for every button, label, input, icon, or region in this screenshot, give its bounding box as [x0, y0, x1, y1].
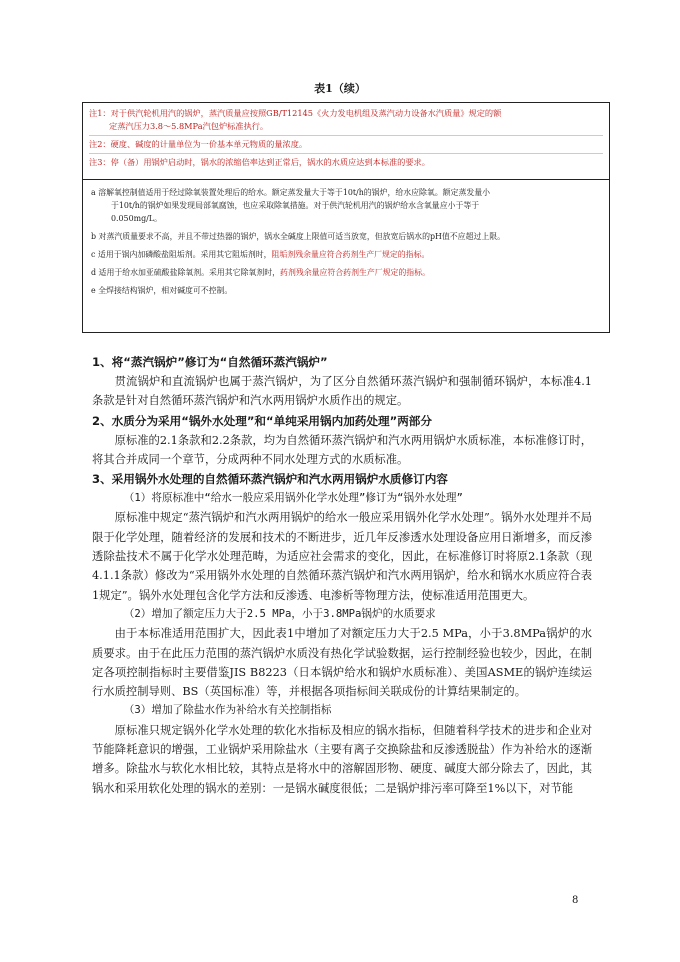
footnote-e: e 全焊接结构锅炉，相对碱度可不控制。 [91, 286, 233, 295]
table-notes [83, 103, 609, 180]
section-1-paragraph: 贯流锅炉和直流锅炉也属于蒸汽锅炉，为了区分自然循环蒸汽锅炉和强制循环锅炉，本标准4.1条款是针对自然循环蒸汽锅炉和汽水两用锅炉水质作出的规定。 [92, 375, 592, 408]
footnote-a-line-2: 于10t/h的锅炉如果发现局部氧腐蚀，也应采取除氧措施。对于供汽轮机用汽的锅炉给水含氧量应小于等于 [111, 201, 480, 210]
footnote-a-line-3: 0.050mg/L。 [111, 214, 162, 223]
subsection-3-2-paragraph: 由于本标准适用范围扩大，因此表1中增加了对额定压力大于2.5 MPa，小于3.8MPa锅炉的水质要求。由于在此压力范围的蒸汽锅炉水质没有热化学试验数据，运行控制经验也较少，因此，在制定各项控制指标时主要借鉴JIS B8223（日本锅炉给水和锅炉水质标准）、美国ASME的锅炉连续运行水质控制导则、BS（英国标准）等，并根据各项指标间关联成份的计算结果制定的。 [92, 627, 592, 699]
footnote-a-line-1: a 溶解氧控制值适用于经过除氧装置处理后的给水。额定蒸发量大于等于10t/h的锅炉，给水应除氧。额定蒸发量小 [91, 188, 491, 197]
table-footnotes [83, 180, 609, 297]
water-quality-table-continued [82, 102, 610, 333]
subsection-3-3-paragraph: 原标准只规定锅外化学水处理的软化水指标及相应的锅水指标，但随着科学技术的进步和企业对节能降耗意识的增强，工业锅炉采用除盐水（主要有离子交换除盐和反渗透脱盐）作为补给水的逐渐增多。除盐水与软化水相比较，其特点是将水中的溶解固形物、硬度、碱度大部分除去了，因此，其锅水和采用软化处理的锅水的差别：一是锅水碱度很低；二是锅炉排污率可降至1%以下，对节能 [92, 723, 592, 795]
section-3-heading: 3、采用锅外水处理的自然循环蒸汽锅炉和汽水两用锅炉水质修订内容 [92, 472, 448, 487]
footnote-c [91, 248, 603, 261]
subsection-3-1-paragraph: 原标准中规定“蒸汽锅炉和汽水两用锅炉的给水一般应采用锅外化学水处理”。锅外水处理并不局限于化学处理，随着经济的发展和技术的不断进步，近几年反渗透水处理设备应用日渐增多，而反渗透除盐技术不属于化学水处理范畴，为适应社会需求的变化，因此，在标准修订时将原2.1条款（现4.1.1条款）修改为“采用锅外水处理的自然循环蒸汽锅炉和汽水两用锅炉，给水和锅水水质应符合表1规定”。锅外水处理包含化学方法和反渗透、电渗析等物理方法，使标准适用范围更大。 [92, 511, 592, 602]
section-2-heading: 2、水质分为采用“锅外水处理”和“单纯采用锅内加药处理”两部分 [92, 413, 432, 428]
note-divider [89, 135, 603, 136]
note-3: 注3：停（备）用锅炉启动时，锅水的浓缩倍率达到正常后，锅水的水质应达到本标准的要求。 [89, 157, 430, 167]
note-1-line-1: 注1：对于供汽轮机用汽的锅炉，蒸汽质量应按照GB/T12145《火力发电机组及蒸汽动力设备水汽质量》规定的额 [89, 108, 502, 118]
page-number: 8 [572, 895, 579, 906]
subsection-3-1-title: （1）将原标准中“给水一般应采用锅外化学水处理”修订为“锅外水处理” [123, 492, 463, 505]
footnote-c-text: c 适用于锅内加磷酸盐阻垢剂。采用其它阻垢剂时， [91, 250, 272, 259]
footnote-d [91, 266, 603, 279]
note-divider [89, 153, 603, 154]
footnote-d-highlight: 药剂残余量应符合药剂生产厂规定的指标。 [280, 268, 430, 277]
footnote-b: b 对蒸汽质量要求不高，并且不带过热器的锅炉，锅水全碱度上限值可适当放宽，但放宽后锅水的pH值不应超过上限。 [91, 232, 506, 241]
subsection-3-2-title: （2）增加了额定压力大于2.5 MPa，小于3.8MPa锅炉的水质要求 [123, 607, 436, 620]
footnote-c-highlight: 阻垢剂残余量应符合药剂生产厂规定的指标。 [271, 250, 430, 259]
document-body [92, 352, 592, 798]
table-caption: 表1（续） [314, 82, 366, 95]
note-2: 注2：硬度、碱度的计量单位为一价基本单元物质的量浓度。 [89, 139, 308, 149]
note-1-line-2: 定蒸汽压力3.8～5.8MPa汽包炉标准执行。 [109, 121, 269, 131]
section-1-heading: 1、将“蒸汽锅炉”修订为“自然循环蒸汽锅炉” [92, 355, 328, 369]
note-1 [89, 107, 603, 133]
section-2-paragraph: 原标准的2.1条款和2.2条款，均为自然循环蒸汽锅炉和汽水两用锅炉水质标准，本标准修订时，将其合并成同一个章节，分成两种不同水处理方式的水质标准。 [92, 433, 592, 466]
footnote-a [91, 186, 603, 225]
subsection-3-3-title: （3）增加了除盐水作为补给水有关控制指标 [123, 704, 332, 717]
footnote-d-text: d 适用于给水加亚硫酸盐除氧剂。采用其它除氧剂时， [91, 268, 281, 277]
